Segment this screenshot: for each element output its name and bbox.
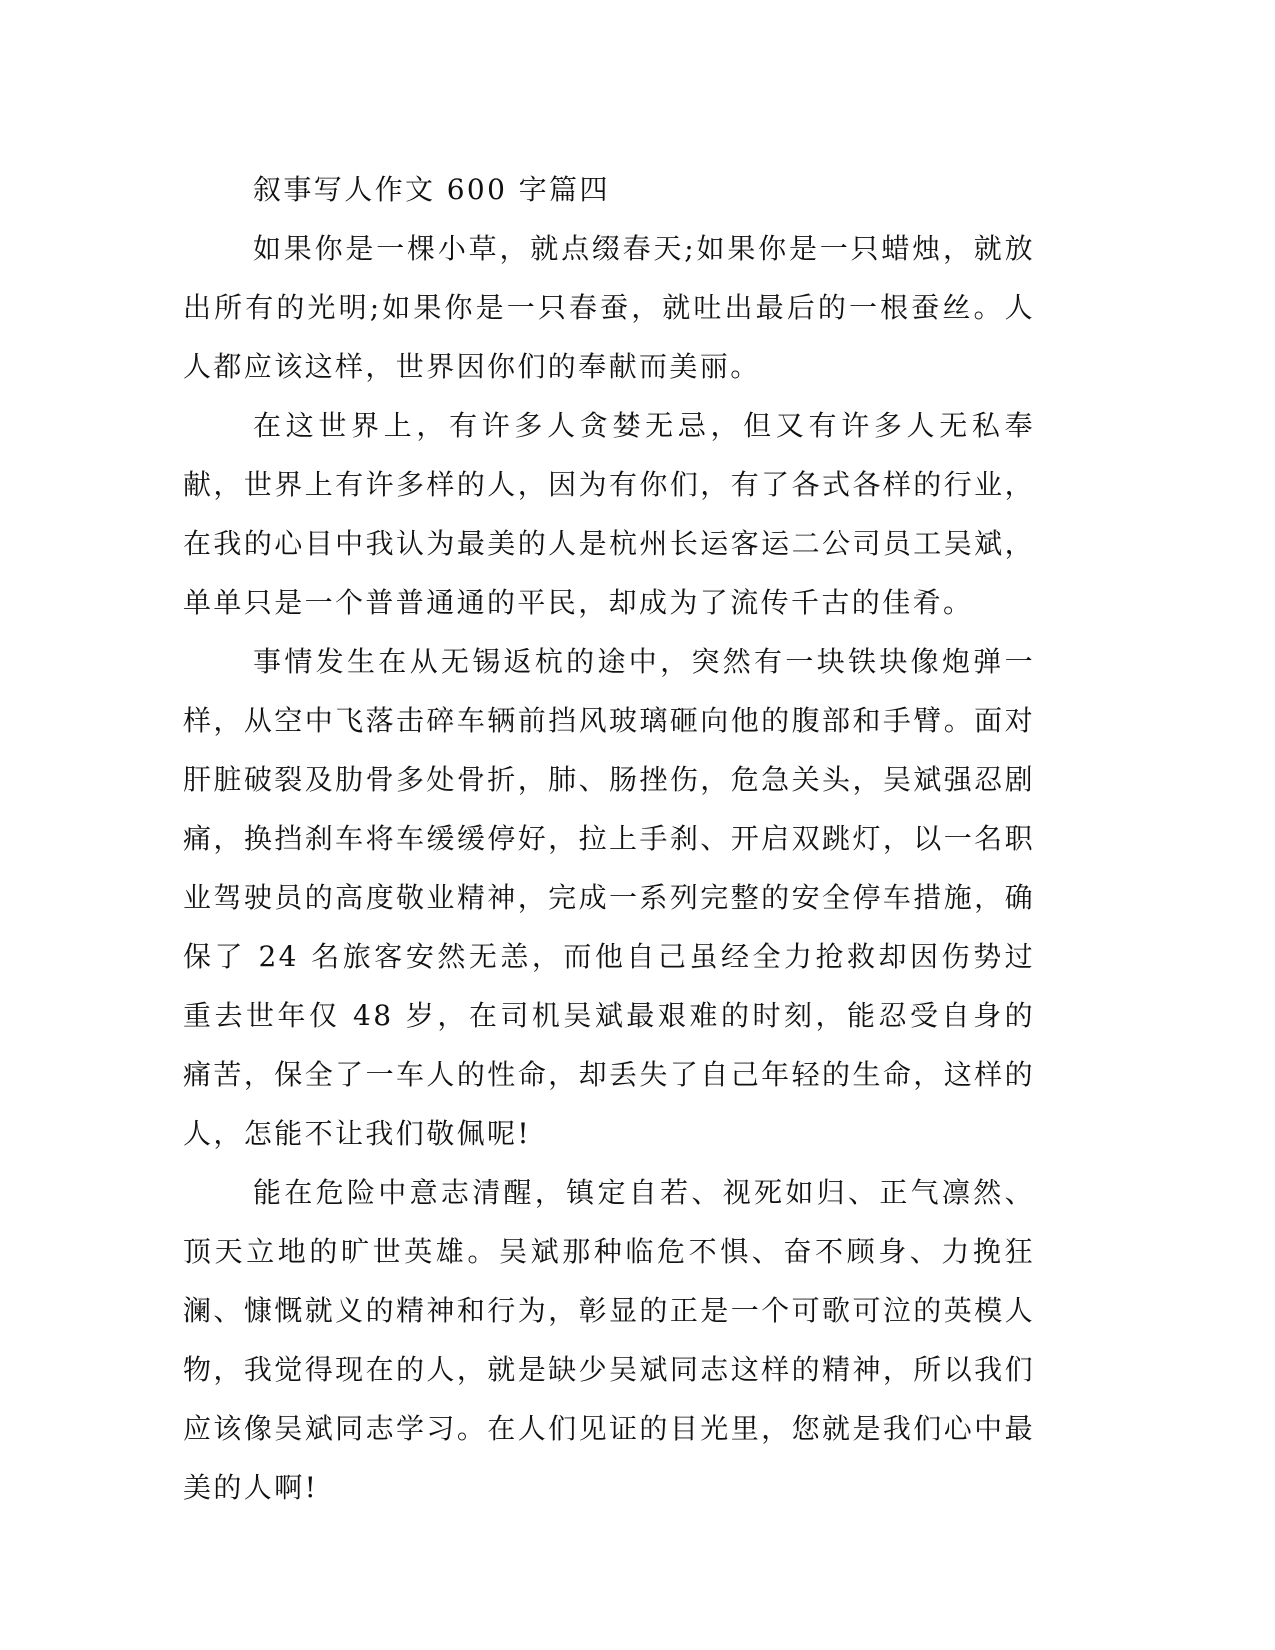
document-body (183, 160, 1035, 1517)
paragraph-3: 事情发生在从无锡返杭的途中，突然有一块铁块像炮弹一样，从空中飞落击碎车辆前挡风玻璃砸向他的腹部和手臂。面对肝脏破裂及肋骨多处骨折，肺、肠挫伤，危急关头，吴斌强忍剧痛，换挡刹车将车缓缓停好，拉上手刹、开启双跳灯，以一名职业驾驶员的高度敬业精神，完成一系列完整的安全停车措施，确保了 24 名旅客安然无恙，而他自己虽经全力抢救却因伤势过重去世年仅 48 岁，在司机吴斌最艰难的时刻，能忍受自身的痛苦，保全了一车人的性命，却丢失了自己年轻的生命，这样的人，怎能不让我们敬佩呢! (183, 645, 1035, 1150)
document-title: 叙事写人作文 600 字篇四 (253, 173, 610, 206)
paragraph-1: 如果你是一棵小草，就点缀春天;如果你是一只蜡烛，就放出所有的光明;如果你是一只春蚕，就吐出最后的一根蚕丝。人人都应该这样，世界因你们的奉献而美丽。 (183, 232, 1035, 383)
paragraph-4: 能在危险中意志清醒，镇定自若、视死如归、正气凛然、顶天立地的旷世英雄。吴斌那种临危不惧、奋不顾身、力挽狂澜、慷慨就义的精神和行为，彰显的正是一个可歌可泣的英模人物，我觉得现在的人，就是缺少吴斌同志这样的精神，所以我们应该像吴斌同志学习。在人们见证的目光里，您就是我们心中最美的人啊! (183, 1176, 1035, 1504)
paragraph-2: 在这世界上，有许多人贪婪无忌，但又有许多人无私奉献，世界上有许多样的人，因为有你们，有了各式各样的行业，在我的心目中我认为最美的人是杭州长运客运二公司员工吴斌，单单只是一个普普通通的平民，却成为了流传千古的佳肴。 (183, 409, 1035, 619)
